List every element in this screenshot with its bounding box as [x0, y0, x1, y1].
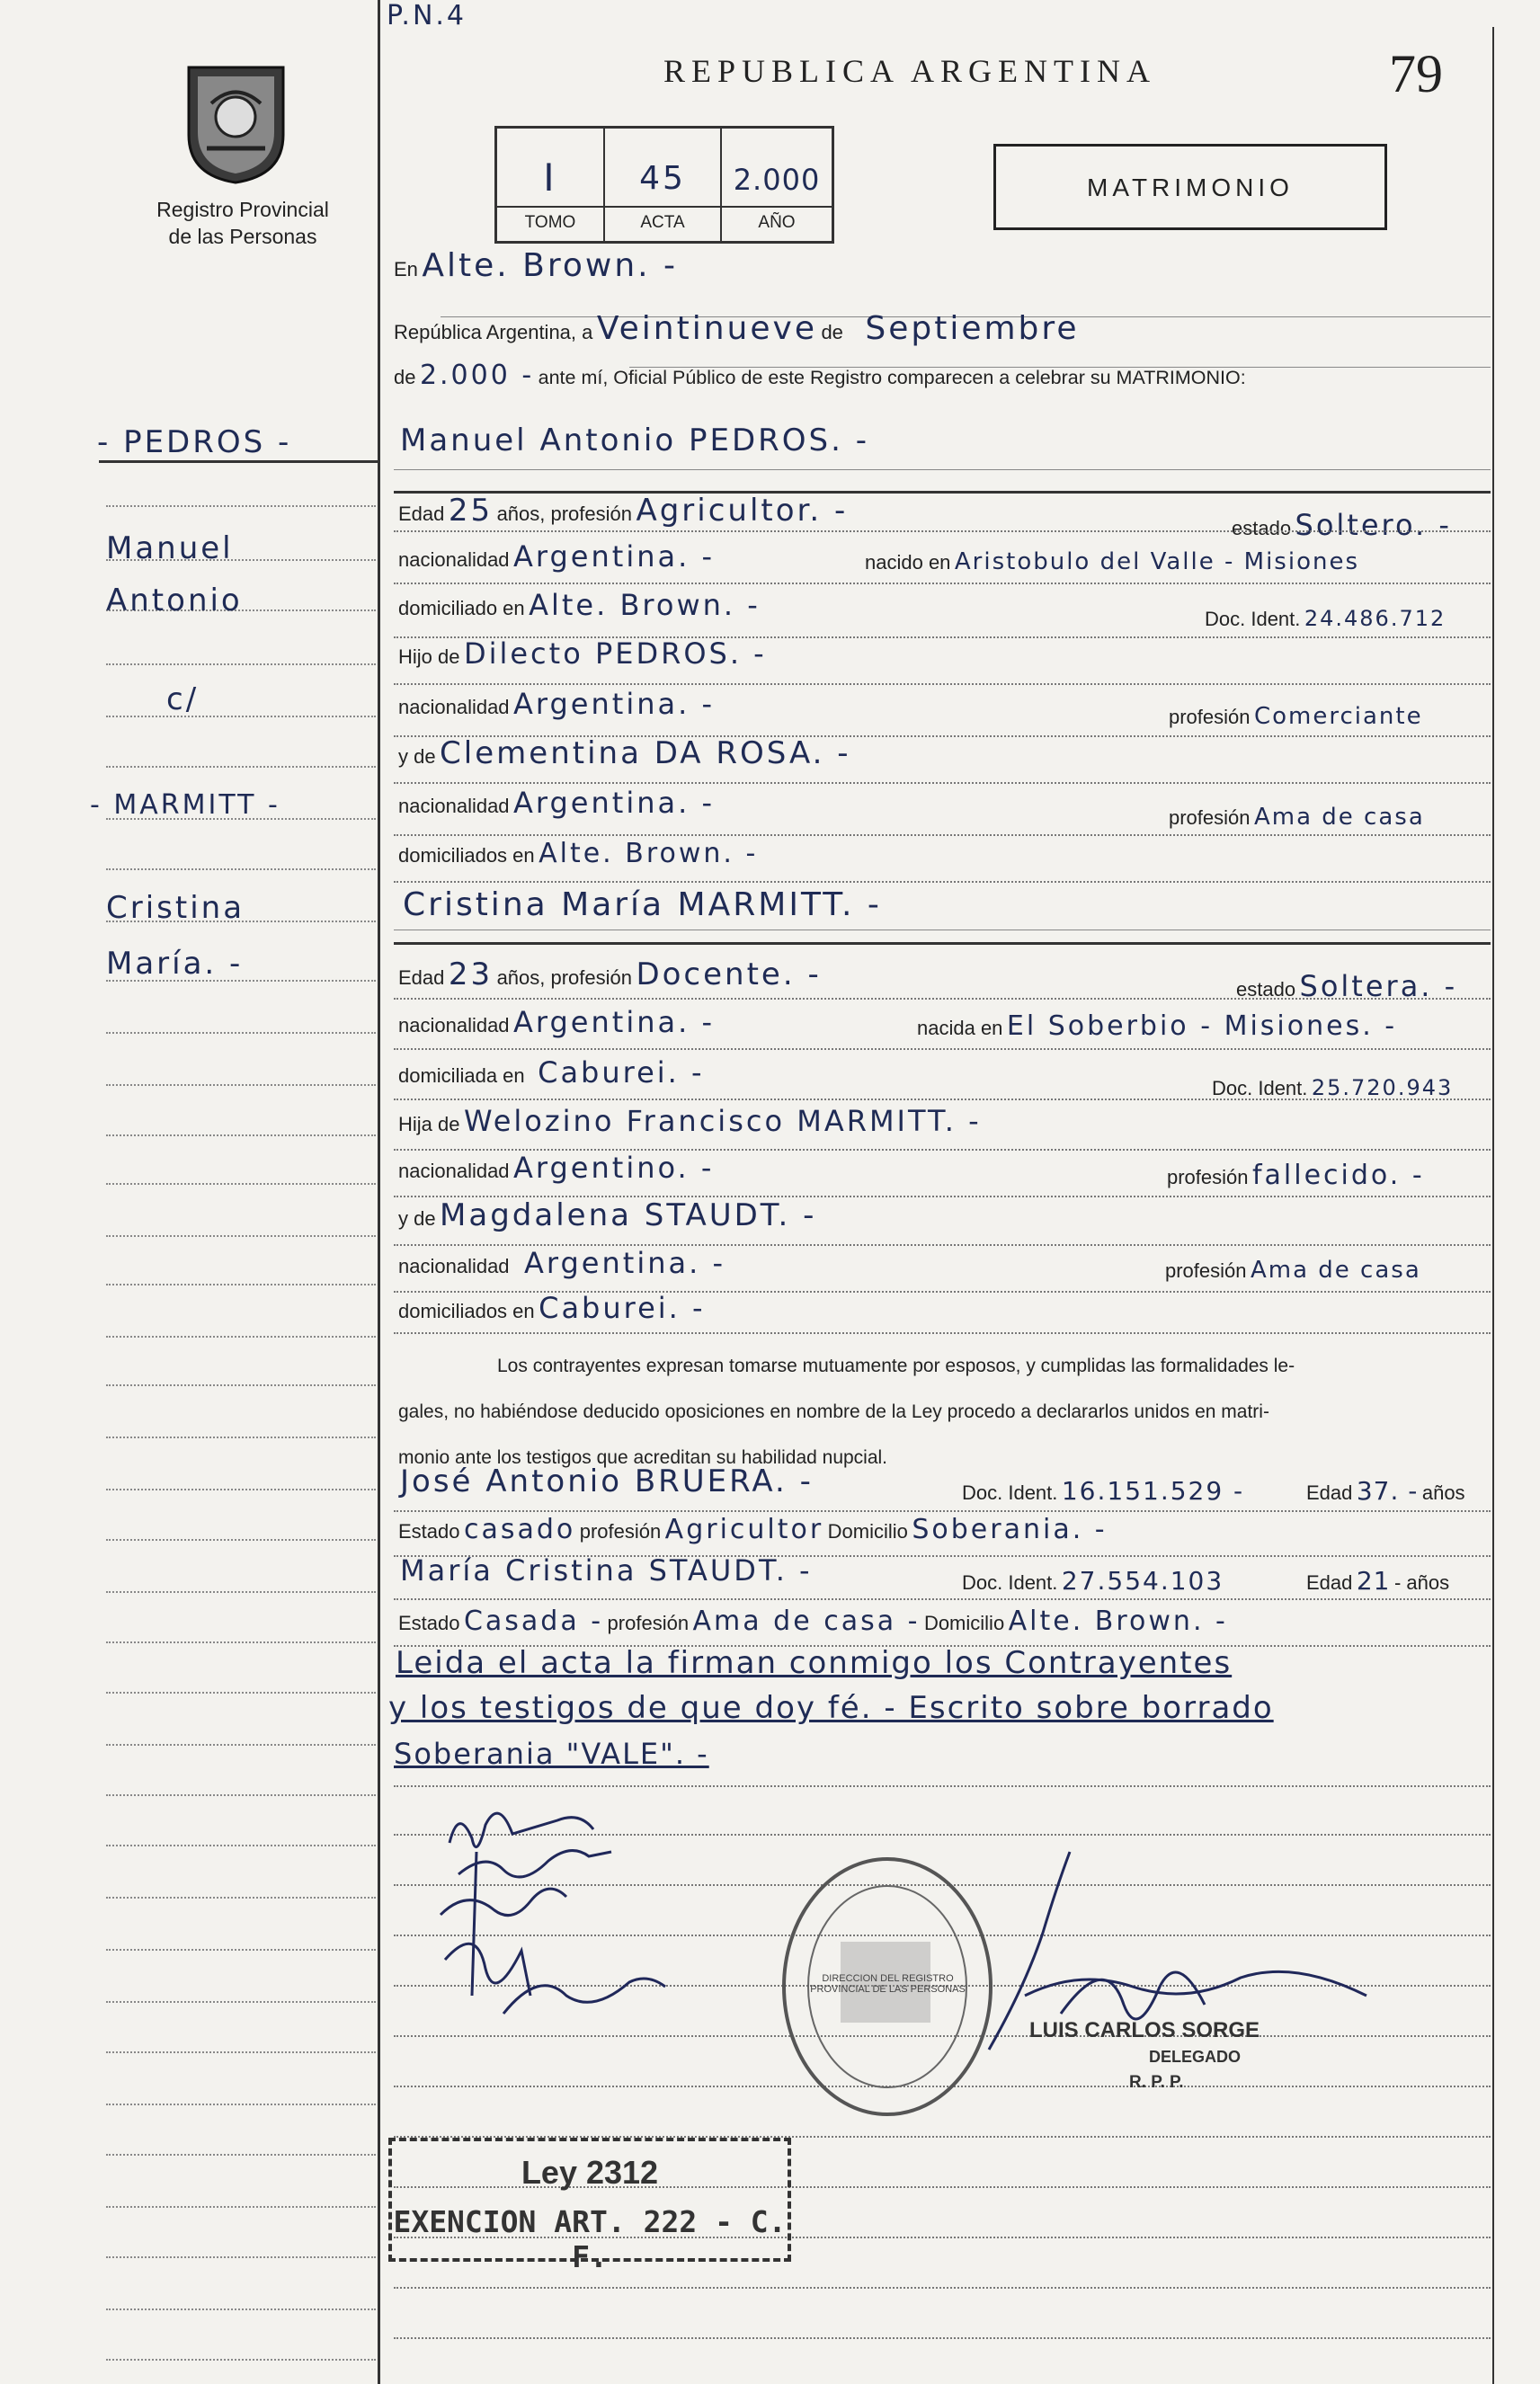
- witness1-doc: 16.151.529 -: [1061, 1476, 1245, 1506]
- acta-value: 45: [639, 160, 686, 197]
- tomo-acta-ano-box: [494, 126, 834, 244]
- groom-doc: 24.486.712: [1304, 606, 1447, 631]
- witness2-edad: 21: [1356, 1566, 1391, 1596]
- bride-dom-line: domiciliada en Caburei. -: [398, 1055, 705, 1090]
- bride-edad: 23: [448, 956, 494, 992]
- en-label: En: [394, 258, 418, 280]
- groom-madre-line: y de Clementina DA ROSA. -: [398, 735, 851, 771]
- bride-separator: [394, 942, 1491, 945]
- contrayentes-witness-signatures: [423, 1789, 692, 2032]
- bride-domiciliados-line: domiciliados en Caburei. -: [398, 1291, 706, 1325]
- margin-bride-surname: - MARMITT -: [90, 789, 280, 821]
- witness1-estado-line: Estado casado profesión Agricultor Domicilio Soberania. -: [398, 1514, 1108, 1545]
- witness1-edad: 37. -: [1356, 1476, 1419, 1506]
- province-coat-of-arms-logo: [175, 49, 297, 184]
- doc-type: MATRIMONIO: [1087, 173, 1294, 201]
- witness2-doc: 27.554.103: [1061, 1566, 1224, 1596]
- declaration-line1: Los contrayentes expresan tomarse mutuamente por esposos, y cumplidas las formalidades le-: [497, 1356, 1295, 1376]
- margin-groom-surname: - PEDROS -: [97, 424, 292, 460]
- republica-label: República Argentina, a: [394, 321, 593, 343]
- registry-line2: de las Personas: [168, 225, 317, 248]
- margin-bride-second: María. -: [106, 946, 244, 982]
- declaration-text: [398, 1343, 1491, 1481]
- official-name: LUIS CARLOS SORGE: [1029, 2018, 1260, 2042]
- closing-line1: Leida el acta la firman conmigo los Contrayentes: [396, 1645, 1233, 1681]
- witness2-estado-line: Estado Casada - profesión Ama de casa - Domicilio Alte. Brown. -: [398, 1606, 1228, 1637]
- bride-edad-line: Edad 23 años, profesión Docente. -: [398, 956, 822, 992]
- tomo-value: I: [543, 156, 557, 200]
- groom-padre-nac: Argentina. -: [513, 687, 715, 721]
- corner-note: P.N.4: [387, 0, 467, 31]
- law-line2: EXENCION ART. 222 - C. F.: [393, 2204, 787, 2274]
- groom-madre-nac-line: nacionalidad Argentina. -: [398, 786, 715, 820]
- groom-padre: Dilecto PEDROS. -: [463, 636, 767, 671]
- bride-madre-prof: Ama de casa: [1250, 1257, 1421, 1284]
- groom-edad: 25: [448, 493, 494, 529]
- groom-padre-nac-line: nacionalidad Argentina. -: [398, 687, 715, 721]
- intro-place-line: [394, 247, 1491, 284]
- doc-type-box: [993, 144, 1387, 230]
- bride-madre: Magdalena STAUDT. -: [440, 1197, 817, 1233]
- day-value: Veintinueve: [596, 310, 817, 347]
- witness1-profesion: Agricultor: [664, 1514, 824, 1545]
- margin-groom-first: Manuel: [106, 530, 234, 566]
- bride-padre: Welozino Francisco MARMITT. -: [463, 1104, 982, 1138]
- margin-bride-first: Cristina: [106, 890, 245, 926]
- witness1-domicilio: Soberania. -: [912, 1514, 1108, 1545]
- left-column-divider: [378, 0, 380, 2384]
- groom-nacionalidad: Argentina. -: [513, 539, 715, 574]
- country-title: REPUBLICA ARGENTINA: [663, 53, 1157, 89]
- groom-domiciliados: Alte. Brown. -: [539, 838, 759, 869]
- bride-nacionalidad: Argentina. -: [513, 1005, 715, 1039]
- page-number: 79: [1389, 44, 1443, 103]
- official-title: DELEGADO: [1149, 2048, 1242, 2066]
- witness1-name: José Antonio BRUERA. -: [400, 1463, 814, 1499]
- tomo-label: TOMO: [497, 206, 603, 233]
- groom-domiciliados-line: domiciliados en Alte. Brown. -: [398, 838, 759, 869]
- ano-value: 2.000: [733, 163, 821, 197]
- groom-nac-line: nacionalidad Argentina. -: [398, 539, 715, 574]
- ante-text: ante mí, Oficial Público de este Registro comparecen a celebrar su MATRIMONIO:: [538, 367, 1246, 388]
- groom-edad-line: Edad 25 años, profesión Agricultor. -: [398, 493, 849, 529]
- margin-conjunction: c/: [166, 681, 200, 717]
- declaration-line3: monio ante los testigos que acreditan su habilidad nupcial.: [398, 1447, 888, 1468]
- registry-name: [99, 196, 387, 250]
- bride-madre-nac-line: nacionalidad Argentina. -: [398, 1246, 725, 1280]
- groom-estado: Soltero. -: [1295, 508, 1452, 542]
- groom-name: Manuel Antonio PEDROS. -: [400, 423, 870, 458]
- bride-madre-line: y de Magdalena STAUDT. -: [398, 1197, 817, 1233]
- intro-date-line: [394, 310, 1491, 347]
- acta-label: ACTA: [605, 206, 720, 233]
- bride-madre-nac: Argentina. -: [524, 1246, 725, 1280]
- witness2-domicilio: Alte. Brown. -: [1008, 1606, 1228, 1637]
- closing-line2: y los testigos de que doy fé. - Escrito sobre borrado: [388, 1690, 1274, 1726]
- de-label: de: [821, 321, 843, 343]
- registry-line1: Registro Provincial: [156, 198, 329, 221]
- margin-groom-second: Antonio: [106, 583, 243, 618]
- round-seal-text: DIRECCION DEL REGISTRO PROVINCIAL DE LAS PERSONAS: [810, 1973, 966, 1995]
- groom-nacido: Aristobulo del Valle - Misiones: [954, 548, 1359, 575]
- bride-domicilio: Caburei. -: [538, 1055, 705, 1090]
- groom-dom-line: domiciliado en Alte. Brown. -: [398, 588, 761, 622]
- witness1-estado: casado: [463, 1514, 576, 1545]
- ano-label: AÑO: [722, 206, 832, 233]
- groom-madre: Clementina DA ROSA. -: [440, 735, 851, 771]
- bride-hija-line: Hija de Welozino Francisco MARMITT. -: [398, 1104, 982, 1138]
- groom-domicilio: Alte. Brown. -: [529, 588, 761, 622]
- bride-doc: 25.720.943: [1311, 1075, 1454, 1100]
- bride-padre-nac: Argentino. -: [513, 1151, 715, 1185]
- de2-label: de: [394, 366, 416, 388]
- intro-ante-line: [394, 360, 1500, 391]
- official-org: R. P. P.: [1129, 2073, 1184, 2092]
- bride-padre-nac-line: nacionalidad Argentino. -: [398, 1151, 715, 1185]
- place-value: Alte. Brown. -: [422, 247, 679, 284]
- groom-madre-nac: Argentina. -: [513, 786, 715, 820]
- groom-padre-prof: Comerciante: [1253, 703, 1423, 730]
- closing-line3: Soberania "VALE". -: [394, 1737, 709, 1771]
- witness2-estado: Casada -: [463, 1606, 604, 1637]
- bride-estado: Soltera. -: [1299, 969, 1458, 1003]
- year-value: 2.000 -: [419, 360, 535, 391]
- bride-name: Cristina María MARMITT. -: [403, 886, 882, 923]
- law-exemption-stamp: [388, 2138, 791, 2274]
- margin-top-rule: [99, 460, 378, 463]
- round-seal-stamp: [778, 1852, 998, 2122]
- groom-hijo-line: Hijo de Dilecto PEDROS. -: [398, 636, 767, 671]
- marriage-certificate-page: P.N.4 Registro Provincial de las Personas REPUBLICA ARGENTINA 79 I TOMO 45 ACTA 2.000 AÑO MATRIMONIO - PEDROS - Manuel Antonio c/ - MARMITT - Cristina María. - En Alte. Brown. - República Argentina, a Veintinueve de Septiembre de 2.000 - ante mí, Oficial Público de este Registro comparecen a celebrar su MATRIMONIO: Manuel Antonio PEDROS. - Edad 25 años, profesión Agricultor. - estado Soltero. - nacionalidad Argentina. - nacido en Aristobulo del Valle - Misiones domiciliado en Alte. Brown. - Doc. Ident. 24.486.712 Hijo de Dilecto PEDROS. - nacionalidad Argentina. - profesión Comerciante y de Clementina DA ROSA. - nacionalidad Argentina. - profesión Ama de casa domiciliados en Alte. Brown. - Cristina María MARMITT. - Edad 23 años, profesión Docente. - estado Soltera. - nacionalidad Argentina. - nacida en El Soberbio - Misiones. - domiciliada en Caburei. - Doc. Ident. 25.720.943 Hija de Welozino Francisco MARMITT. - nacionalidad Argentino. - profesión fallecido. - y de Magdalena STAUDT. - nacionalidad Argentina. - profesión Ama de casa domiciliados en Caburei. - Los contrayentes expresan tomarse mutuamente por esposos, y cumplidas las formalidades le- gales, no habiéndose deducido oposiciones en nombre de la Ley procedo a declararlos unidos en matri- monio ante los testigos que acreditan su habilidad nupcial. José Antonio BRUERA. - Doc. Ident. 16.151.529 - Edad 37. - años Estado casado profesión Agricultor Domicilio Soberania. - María Cristina STAUDT. - Doc. Ident. 27.554.103 Edad 21 - años Estado Casada - profesión Ama de casa - Domicilio Alte. Brown. - Leida el acta la firman conmigo los Contrayentes y los testigos de que doy fé. - Escrito sobre borrado Soberania "VALE". - DIRECCION DEL REGISTRO PROVINCIAL DE LAS PERSONAS LUIS CARLOS SORGE DELEGADO R. P. P. Ley 2312 EXENCION ART. 222 - C. F.: [0, 0, 1540, 2384]
- law-line1: Ley 2312: [521, 2154, 659, 2191]
- bride-padre-prof: fallecido. -: [1251, 1160, 1425, 1191]
- witness2-name: María Cristina STAUDT. -: [400, 1553, 813, 1588]
- month-value: Septiembre: [865, 310, 1080, 347]
- declaration-line2: gales, no habiéndose deducido oposiciones en nombre de la Ley procedo a declararlos unidos en matri-: [398, 1401, 1269, 1422]
- bride-nacida: El Soberbio - Misiones. -: [1006, 1010, 1398, 1042]
- groom-madre-prof: Ama de casa: [1253, 804, 1425, 831]
- bride-domiciliados: Caburei. -: [539, 1291, 706, 1325]
- bride-nac-line: nacionalidad Argentina. -: [398, 1005, 715, 1039]
- groom-profesion: Agricultor. -: [636, 493, 849, 529]
- bride-profesion: Docente. -: [636, 956, 822, 992]
- witness2-profesion: Ama de casa -: [692, 1606, 921, 1637]
